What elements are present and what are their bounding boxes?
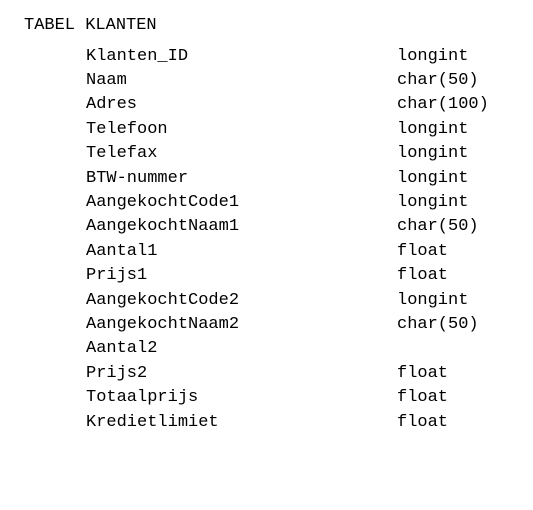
field-name: AangekochtCode2 (86, 290, 240, 310)
field-name: AangekochtCode1 (86, 193, 240, 213)
field-row (86, 44, 489, 68)
field-type: float (397, 412, 449, 432)
field-row (86, 288, 489, 312)
field-type: longint (397, 193, 469, 213)
field-row (86, 190, 489, 214)
field-name: Aantal1 (86, 241, 158, 261)
field-row (86, 337, 489, 361)
field-row (86, 68, 489, 92)
field-row (86, 312, 489, 336)
field-name: Totaalprijs (86, 388, 199, 408)
field-row (86, 264, 489, 288)
field-type: longint (397, 46, 469, 66)
field-name: AangekochtNaam2 (86, 314, 240, 334)
field-row (86, 117, 489, 141)
field-name: Adres (86, 95, 138, 115)
field-row (86, 215, 489, 239)
field-type: char(100) (397, 95, 489, 115)
field-name: Klanten_ID (86, 46, 189, 66)
field-type: float (397, 388, 449, 408)
field-type: longint (397, 144, 469, 164)
field-name: Prijs2 (86, 363, 148, 383)
field-type: longint (397, 168, 469, 188)
field-type: char(50) (397, 71, 479, 91)
field-name: Telefax (86, 144, 158, 164)
field-name: Aantal2 (86, 339, 158, 359)
field-name: Naam (86, 71, 127, 91)
field-name: Kredietlimiet (86, 412, 219, 432)
field-type: longint (397, 119, 469, 139)
field-type: float (397, 241, 449, 261)
field-type: char(50) (397, 217, 479, 237)
field-name: BTW-nummer (86, 168, 189, 188)
field-row (86, 166, 489, 190)
field-name: AangekochtNaam1 (86, 217, 240, 237)
table-title: TABEL KLANTEN (24, 16, 157, 35)
field-type: float (397, 266, 449, 286)
field-row (86, 93, 489, 117)
field-row (86, 361, 489, 385)
field-type: longint (397, 290, 469, 310)
field-row (86, 239, 489, 263)
field-row (86, 385, 489, 409)
field-name: Telefoon (86, 119, 168, 139)
field-list (86, 44, 489, 434)
field-type: char(50) (397, 314, 479, 334)
field-row (86, 142, 489, 166)
field-type: float (397, 363, 449, 383)
field-row (86, 410, 489, 434)
field-name: Prijs1 (86, 266, 148, 286)
